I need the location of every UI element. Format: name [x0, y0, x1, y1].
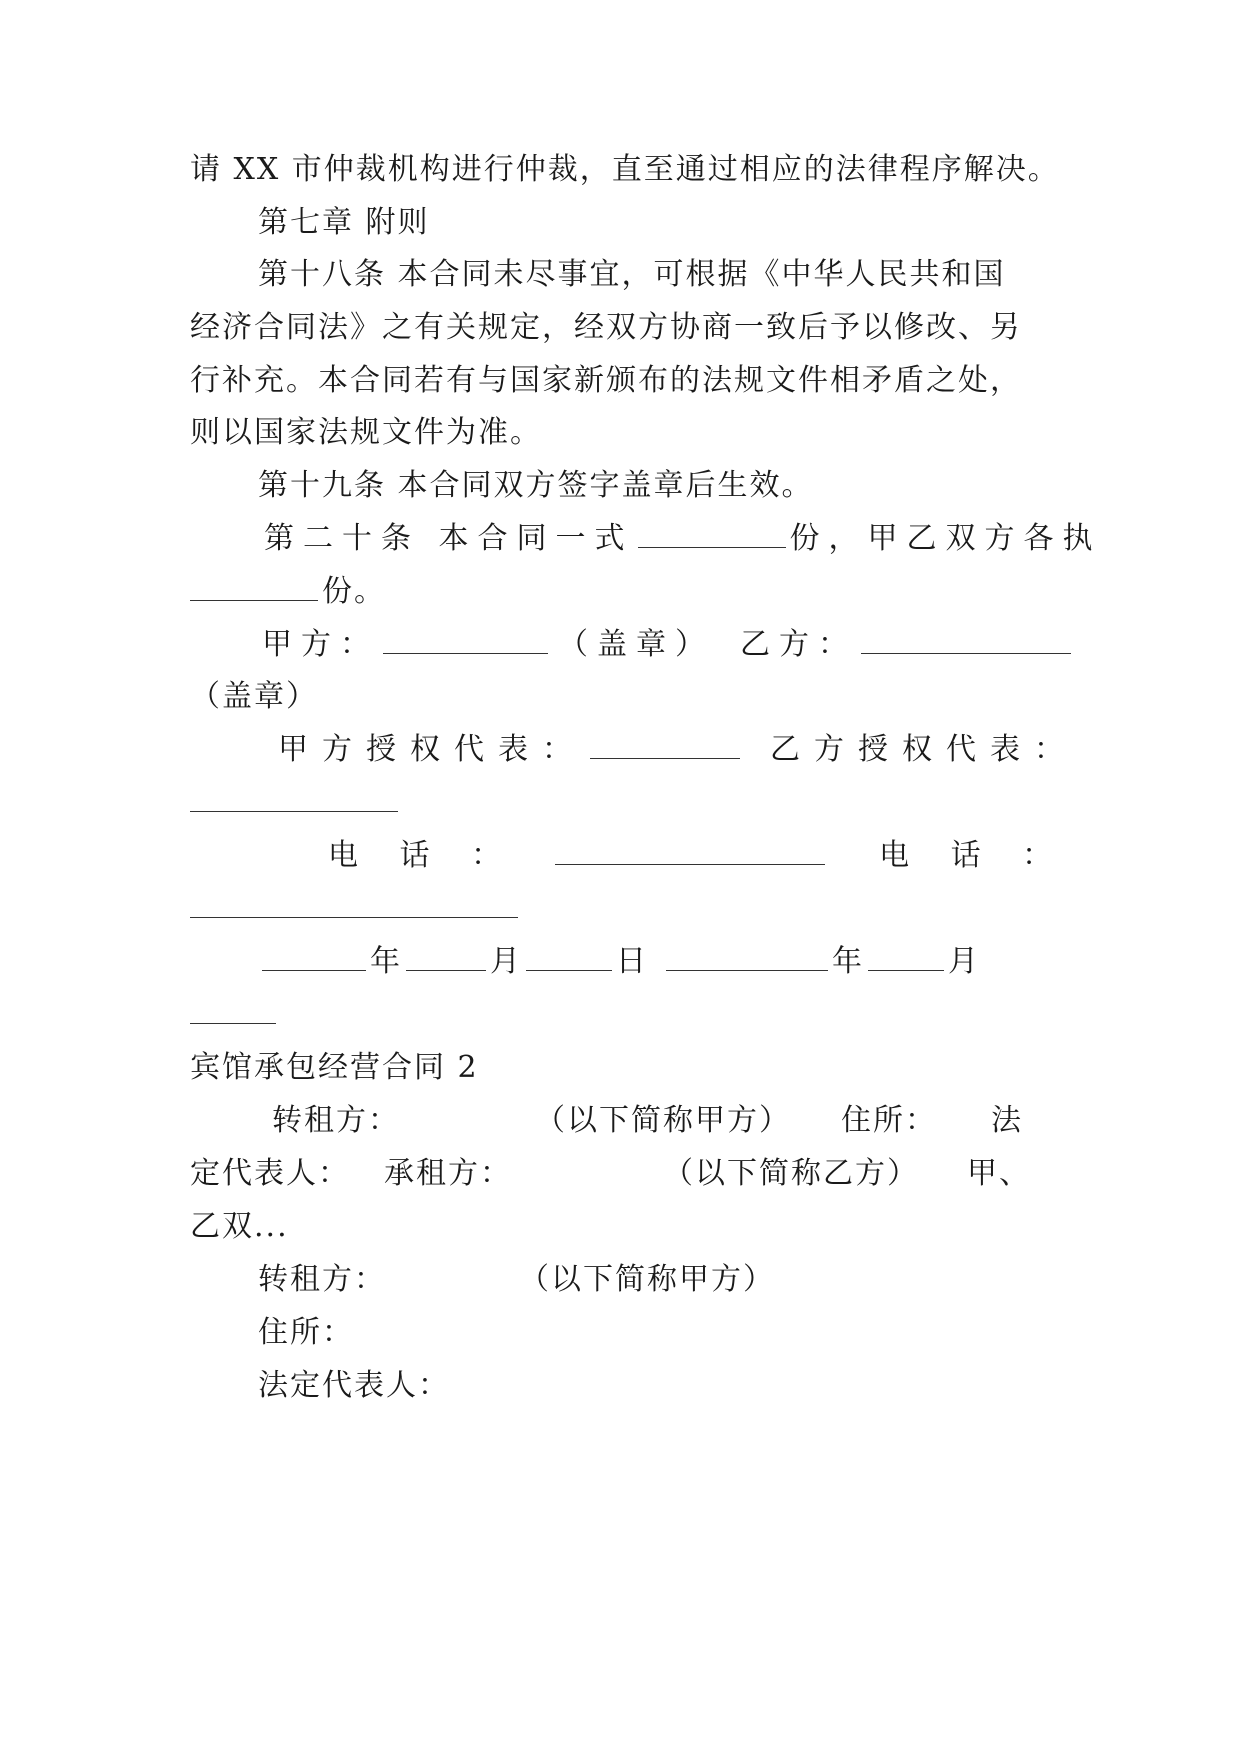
text-line: 行补充。本合同若有与国家新颁布的法规文件相矛盾之处，: [190, 363, 1022, 398]
day-blank: [526, 944, 612, 971]
seal-label-2: （盖章）: [190, 679, 318, 714]
summary-line-3: 乙双...: [190, 1209, 289, 1244]
year-blank: [262, 944, 366, 971]
lessor-line: [258, 1260, 1128, 1300]
party-a-label: 甲方：: [262, 627, 379, 662]
article-20-line: [264, 519, 1134, 559]
day-blank-2: [190, 997, 276, 1024]
party-seal-line: [262, 625, 1132, 665]
party-a-blank: [383, 627, 548, 654]
legal-rep-line: 法定代表人：: [258, 1368, 450, 1403]
party-b-rep-label: 乙方授权代表：: [770, 732, 1078, 767]
address-line: 住所：: [258, 1315, 354, 1350]
party-b-phone-label: 电 话 ：: [879, 838, 1069, 873]
copies-blank: [638, 521, 786, 548]
copies-line: [190, 572, 1060, 612]
month-blank: [406, 944, 486, 971]
phone-line: [328, 836, 1198, 876]
lessor-label: 转租方：: [272, 1103, 400, 1138]
representative-line: [278, 730, 1148, 770]
copies-text: 份。: [322, 574, 386, 609]
year-label-2: 年: [832, 944, 864, 979]
day-label: 日: [616, 944, 648, 979]
text-line: 第十八条 本合同未尽事宜，可根据《中华人民共和国: [258, 257, 1006, 292]
copies-each-blank: [190, 574, 318, 601]
lessee-label: 承租方：: [384, 1156, 512, 1191]
party-b-phone-blank: [190, 891, 518, 918]
parties-text: 甲、: [967, 1156, 1031, 1191]
legal-rep-start: 法: [991, 1103, 1023, 1138]
text-line: 经济合同法》之有关规定，经双方协商一致后予以修改、另: [190, 310, 1022, 345]
text-line: 第十九条 本合同双方签字盖章后生效。: [258, 468, 814, 503]
lessee-abbrev: （以下简称乙方）: [678, 1156, 919, 1191]
party-b-label: 乙方：: [740, 627, 857, 662]
party-a-phone-blank: [555, 838, 825, 865]
rep-blank-line: [190, 783, 1060, 823]
phone-blank-line: [190, 889, 1060, 929]
party-a-rep-label: 甲方授权代表：: [278, 732, 586, 767]
summary-line-2: [190, 1154, 1060, 1194]
party-a-rep-blank: [590, 732, 740, 759]
year-blank-2: [666, 944, 828, 971]
address-label: 住所：: [841, 1103, 937, 1138]
summary-line-1: [272, 1101, 1142, 1141]
text-line: 请 XX 市仲裁机构进行仲裁，直至通过相应的法律程序解决。: [190, 152, 1060, 187]
article-20-text-2: 份，甲乙双方各执: [789, 521, 1102, 556]
party-a-phone-label: 电 话 ：: [328, 838, 518, 873]
lessor-abbrev-2: （以下简称甲方）: [534, 1262, 775, 1297]
party-b-blank: [861, 627, 1071, 654]
month-blank-2: [868, 944, 944, 971]
date-blank-line: [190, 995, 1060, 1035]
year-label: 年: [370, 944, 402, 979]
seal-label: （盖章）: [558, 627, 714, 662]
text-line: 则以国家法规文件为准。: [190, 415, 542, 450]
legal-rep-label: 定代表人：: [190, 1156, 350, 1191]
party-b-rep-blank: [190, 785, 398, 812]
article-20-text: 第二十条 本合同一式: [264, 521, 634, 556]
month-label-2: 月: [948, 944, 980, 979]
chapter-heading: 第七章 附则: [258, 205, 430, 240]
lessor-label-2: 转租方：: [258, 1262, 386, 1297]
contract-title: 宾馆承包经营合同 2: [190, 1050, 479, 1085]
date-line: [262, 942, 1132, 982]
lessor-abbrev: （以下简称甲方）: [550, 1103, 791, 1138]
month-label: 月: [490, 944, 522, 979]
